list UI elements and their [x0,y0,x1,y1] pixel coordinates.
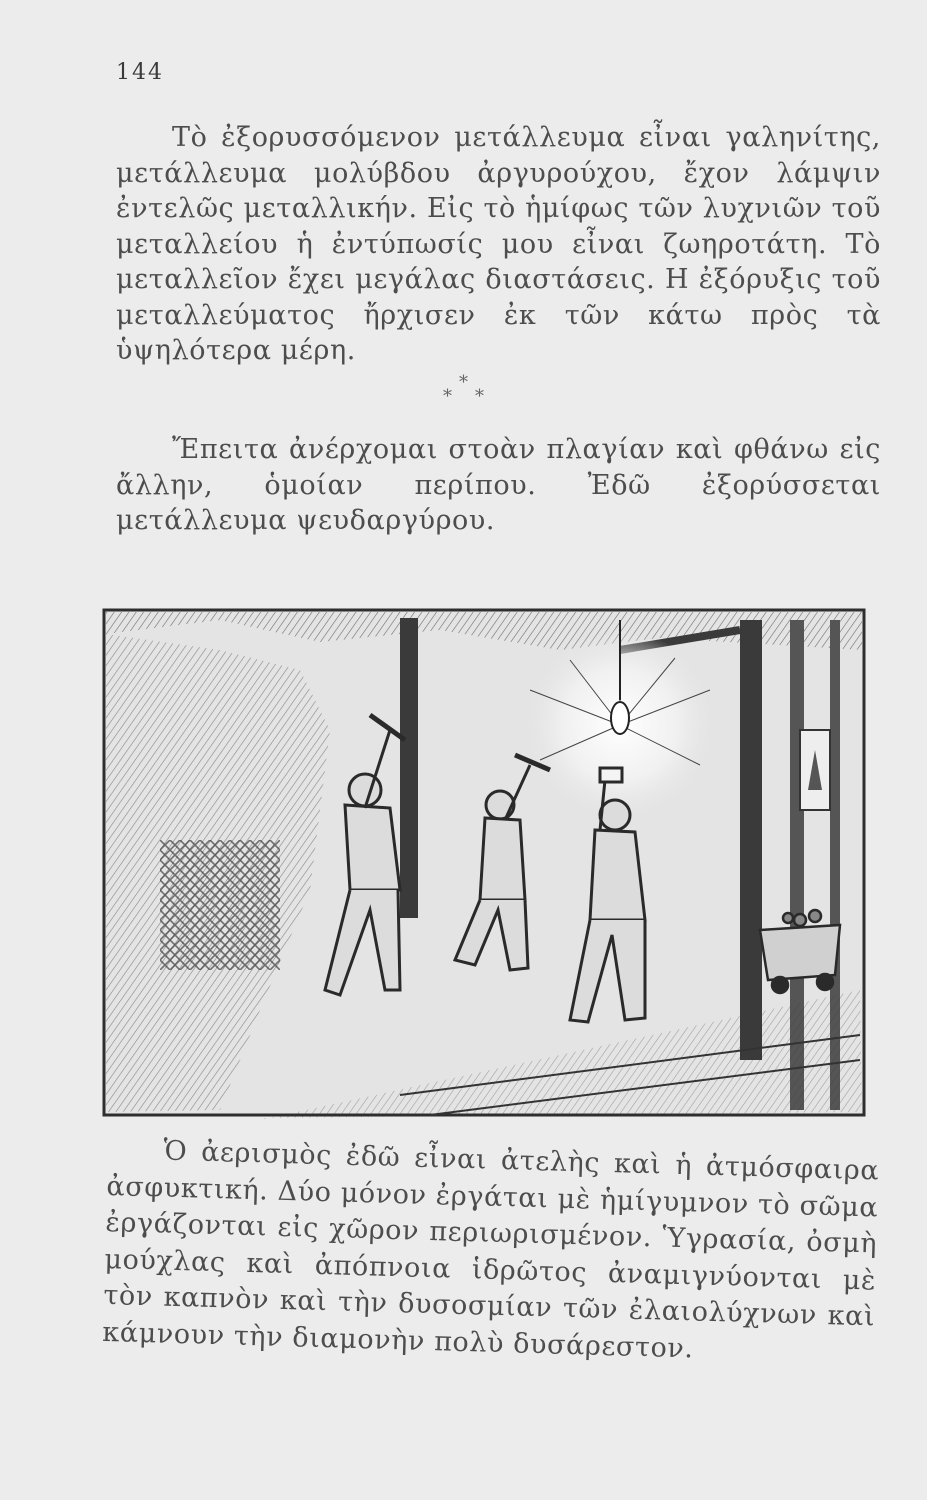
asterism-top-star: * [459,372,468,393]
asterism-bottom-stars [0,386,927,407]
paragraph-ventilation: Ὁ ἀερισμὸς ἐδῶ εἶναι ἀτελὴς καὶ ἡ ἀτμόσφαιρα ἀσφυκτική. Δύο μόνον ἐργάται μὲ ἡμίγυμνον τὸ σῶμα ἐργάζονται εἰς χῶρον περιωρισμένον. Ὑγρασία, ὀσμὴ μούχλας καὶ ἀπόπνοια ἱδρῶτος ἀναμιγνύονται μὲ τὸν καπνὸν καὶ τὴν δυσοσμίαν τῶν ἐλαιολύχνων καὶ κάμνουν τὴν διαμονὴν πολὺ δυσάρεστον. [101,1135,880,1364]
left-grid-wall [160,840,280,970]
asterism-right-star: * [474,386,484,407]
paragraph-zinc-ore: Ἔπειτα ἀνέρχομαι στοὰν πλαγίαν καὶ φθάνω εἰς ἄλλην, ὁμοίαν περίπου. Ἐδῶ ἐξορύσσεται μετάλλευμα ψευδαργύρου. [116,434,881,536]
asterism-left-star: * [443,386,453,407]
mine-engraving [100,590,870,1140]
paragraph-ore-description: Τὸ ἐξορυσσόμενον μετάλλευμα εἶναι γαληνίτης, μετάλλευμα μολύβδου ἀργυρούχου, ἔχον λάμψιν ἐντελῶς μεταλλικήν. Εἰς τὸ ἡμίφως τῶν λυχνιῶν τοῦ μεταλλείου ἡ ἐντύπωσίς μου εἶναι ζωηροτάτη. Τὸ μεταλλεῖον ἔχει μεγάλας διαστάσεις. Η ἐξόρυξις τοῦ μεταλλεύματος ἤρχισεν ἐκ τῶν κάτω πρὸς τὰ ὑψηλότερα μέρη. [116,122,881,366]
timber-post-right [740,620,762,1060]
mine-illustration [100,590,870,1140]
lamp [611,702,629,734]
page-number: 144 [116,60,164,85]
timber-post-center [400,618,418,918]
asterism-separator [0,372,927,407]
